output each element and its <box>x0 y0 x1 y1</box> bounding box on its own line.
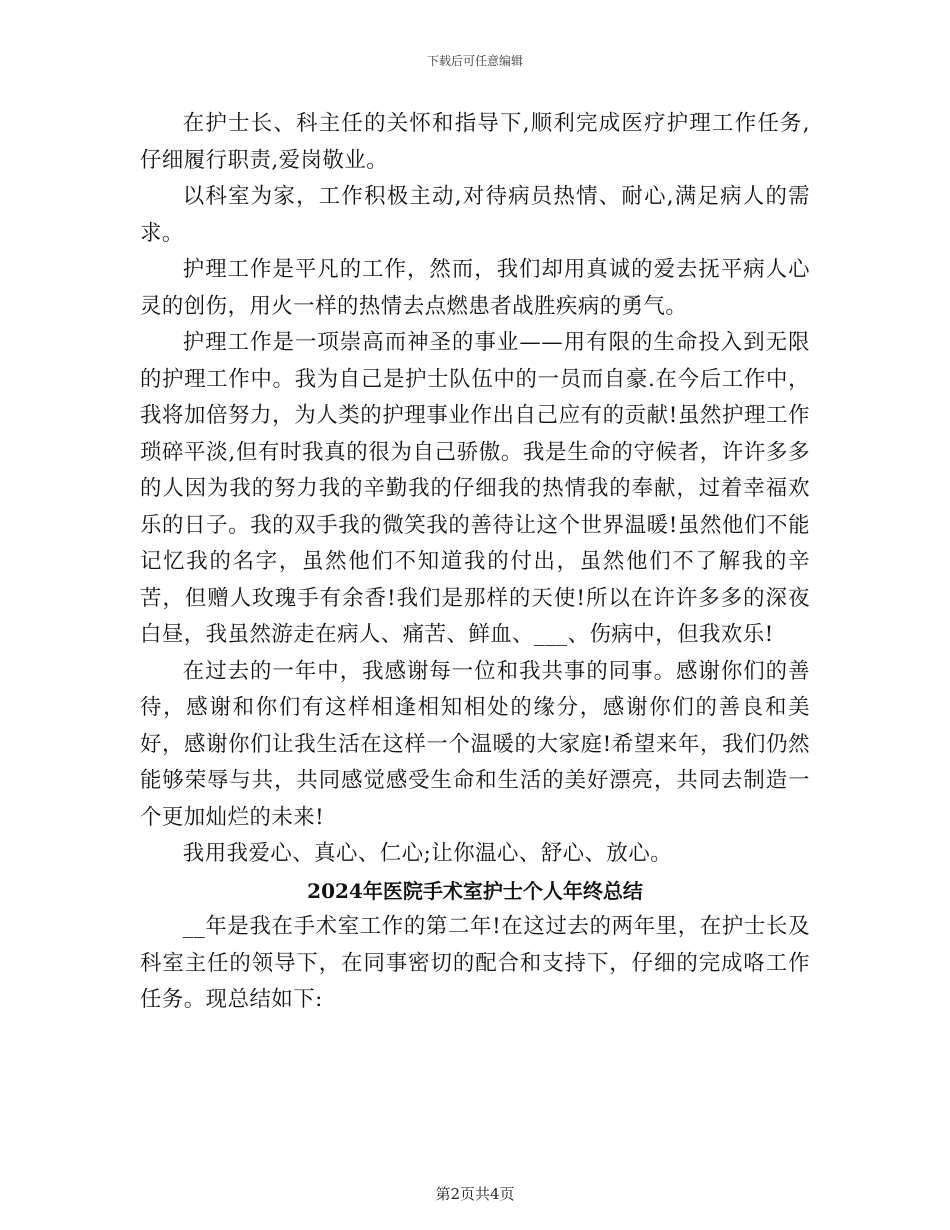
paragraph: __年是我在手术室工作的第二年!在这过去的两年里，在护士长及科室主任的领导下，在同事密切的配合和支持下，仔细的完成咯工作任务。现总结如下: <box>140 914 810 1012</box>
page-number: 第2页共4页 <box>435 1185 515 1203</box>
header-note: 下载后可任意编辑 <box>426 54 523 68</box>
paragraph: 我用我爱心、真心、仁心;让你温心、舒心、放心。 <box>182 841 673 866</box>
paragraph: 在护士长、科主任的关怀和指导下,顺利完成医疗护理工作任务,仔细履行职责,爱岗敬业。 <box>140 111 810 173</box>
document-body <box>140 106 810 1019</box>
paragraph: 护理工作是平凡的工作，然而，我们却用真诚的爱去抚平病人心灵的创伤，用火一样的热情去点燃患者战胜疾病的勇气。 <box>140 257 810 319</box>
paragraph: 在过去的一年中，我感谢每一位和我共事的同事。感谢你们的善待，感谢和你们有这样相逢相知相处的缘分，感谢你们的善良和美好，感谢你们让我生活在这样一个温暖的大家庭!希望来年，我们仍然能够荣辱与共，共同感觉感受生命和生活的美好漂亮，共同去制造一个更加灿烂的未来! <box>140 658 810 830</box>
section-title: 2024年医院手术室护士个人年终总结 <box>307 878 643 903</box>
paragraph: 以科室为家，工作积极主动,对待病员热情、耐心,满足病人的需求。 <box>140 184 810 246</box>
paragraph: 护理工作是一项崇高而神圣的事业——用有限的生命投入到无限的护理工作中。我为自己是护士队伍中的一员而自豪.在今后工作中，我将加倍努力，为人类的护理事业作出自己应有的贡献!虽然护理工作琐碎平淡,但有时我真的很为自己骄傲。我是生命的守候者，许许多多的人因为我的努力我的辛勤我的仔细我的热情我的奉献，过着幸福欢乐的日子。我的双手我的微笑我的善待让这个世界温暖!虽然他们不能记忆我的名字，虽然他们不知道我的付出，虽然他们不了解我的辛苦，但赠人玫瑰手有余香!我们是那样的天使!所以在许许多多的深夜白昼，我虽然游走在病人、痛苦、鲜血、___、伤病中，但我欢乐! <box>140 330 810 647</box>
